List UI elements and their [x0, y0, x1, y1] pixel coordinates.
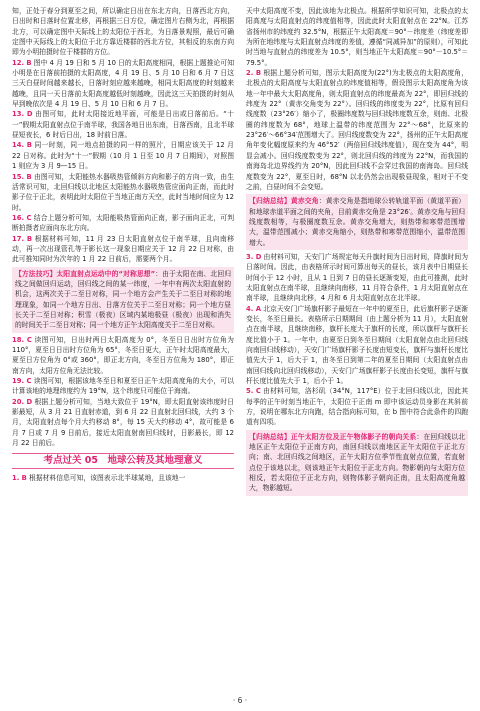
answer-17: 17. B 根据材料可知，11 月 23 日太阳直射点位于南半球，且向南移动，再一次出现管孔等于影长这一现象日期应关于 12 月 22 日对称，由此可推知同时为次年的 1 月 22 日前后，需要两个月。 [12, 234, 234, 264]
summary-tip-text-shadow: ：在回归线以北地区正午太阳位于正南方向，南回归线以南地区正午太阳位于正北方向；南、北回归线之间地区，正午太阳方位季节性直射点位置，若直射点位于该地以北，则该地正午太阳位于正北方向。物影朝向与太阳方位相反，若太阳位于正北方向，则物体影子朝向正南，且太阳高度角越大，物影越短。 [249, 432, 466, 493]
paragraph-continued: 知，正处于春分到夏至之间，所以确定日出在东北方向，日落西北方向，日出时和日落时位置北移，再根据三日方位，确定图片右侧为北，再根据北方，可以确定图中天际线上的太阳位于西北，为日落景观照，最后可确定图中天际线上的太阳位于北方靠近楼群的西北方位，其相反的东南方向即为小明拍摄时位于楼群的方位。 [12, 7, 234, 57]
answer-5-label: 5. C [246, 387, 261, 396]
answer-3-label: 3. D [246, 252, 262, 261]
answer-12: 12. B 图中 4 月 19 日和 5 月 10 日的太阳高度相同，根据上题推论可知小明是在日落前拍摄的太阳高度，4 月 19 日、5 月 10 日和 6 月 7 日这三天白昼时间越来越长，日落时刻应越来越晚，相同太阳高度的时刻越来越晚，且同一天日落前太阳高度越低时刻越晚，因此这三天拍摄的时刻从早到晚依次是 4 月 19 日、5 月 10 日和 6 月 7 日。 [12, 58, 234, 109]
answer-2-label: 2. B [246, 69, 261, 78]
answer-20: 20. D 根据上题分析可知，当地大致位于 19°N，即太阳直射该纬度时日影最短，从 3 月 21 日直射赤道，到 6 月 22 日直射北回归线，大约 3 个月，太阳直射点每个月大约移动 8°，每 15 天大约移动 4°，故可能是 6 月 7 日或 7 月 9 日前后，接近太阳直射南回归线时，日影最长，即 12 月 22 日前后。 [12, 397, 234, 448]
summary-tip-title-obliquity: 【归纳总结】黄赤交角 [249, 197, 319, 206]
answer-14-label: 14. B [12, 141, 32, 150]
answer-17-label: 17. B [12, 234, 33, 243]
method-tip-title: 【方法技巧】太阳直射点运动中的“对称思想” [15, 269, 156, 278]
answer-16-label: 16. C [12, 213, 32, 222]
answer-1-label: 1. B [12, 474, 27, 483]
answer-12-label: 12. B [12, 58, 32, 67]
answer-1-continued: 天中太阳高度不变，因此该地为北极点。根据所学知识可知，北极点的太阳高度与太阳直射点的纬度值相等，因此此时太阳直射点在 22°N。江苏省扬州市的纬度约 32.5°N，根据正午太阳高度＝90°－纬度差（纬度差即为所在地纬度与太阳直射点纬度的差值，遵循“同减异加”的原则），可知此时当地与直射点的纬度差为 10.5°，则当地正午太阳高度＝90°－10.5°＝79.5°。 [246, 7, 468, 67]
method-tip-box [12, 267, 234, 333]
right-column [246, 6, 468, 498]
summary-tip-box-obliquity [246, 194, 468, 250]
answer-15-label: 15. B [12, 172, 32, 181]
left-column [12, 6, 234, 484]
page-number: · 6 · [232, 696, 248, 705]
answer-20-label: 20. D [12, 397, 33, 406]
answer-5: 5. C 由材料可知，洛杉矶（34°N，117°E）位于北回归线以北，因此其每季的正午时刻当地正午，太阳位于正南 m 即中该运动员身影在其斜前方，说明在哪东北方向跑，结合指向标可知，在 b 图中符合此条件的四跑道有四项。 [246, 387, 468, 427]
summary-tip-text-obliquity: ：黄赤交角是指地球公转轨道平面（黄道平面）和地球赤道平面之间的夹角，目前黄赤交角是 23°26′。黄赤交角与回归线度数相等，与极圈度数互余。黄赤交角增大，则热带和寒带范围增大，温带范围减小；黄赤交角缩小，则热带和寒带范围缩小，温带范围增大。 [249, 197, 465, 247]
method-tip-text: ：由于太阳在南、北回归线之间做回归运动，回归线之间的某一纬度，一年中有两次太阳直射的机会，这两次关于二至日对称，同一个地方会产生关于二至日对称的地理现象，如同一个地方日出、日落方位关于二至日对称；同一个地方昼长关于二至日对称；积雪（极夜）区域内某地极昼（极夜）出现和消失的时间关于二至日对称；同一个地方正午太阳高度关于二至日对称。 [15, 269, 232, 330]
section-heading: 考点过关 05 地球公转及其地理意义 [12, 453, 234, 469]
answer-1: 1. B 根据材料信息可知，该图表示北半球某地，且该地一 [12, 474, 186, 483]
answer-16: 16. C 结合上题分析可知，太阳能吸热管面向正南，影子面向正北，可判断拍摄者应面向东北方向。 [12, 213, 234, 233]
answer-18: 18. C 读图可知，日出时两日太阳高度为 0°，冬至日日出时方位角为 110°，夏至日日出时方位角为 65°，冬至日更大，正午时太阳高度最大，夏至日方位角为 0°或 360°，即正北方向，冬至日方位角为 180°，即正南方向，太阳方位角无法比较。 [12, 335, 234, 375]
answer-4-label: 4. A [246, 304, 261, 313]
answer-19: 19. C 读图可知，根据该地冬至日和夏至日正午太阳高度角的大小，可以计算该地的地理纬度约为 19°N，这个纬度只可能位于海南。 [12, 377, 234, 396]
answer-13: 13. D 由图可知，此时太阳接近地平面，可能是日出或日落前后。“十一”假期太阳直射点位于南半球，我国各地日出东南，日落西南，且北半球昼短夜长，6 时后日出，18 时前日落。 [12, 110, 234, 140]
summary-tip-box-shadow [246, 430, 468, 496]
answer-15: 15. B 由图可知，太阳能热水器吸热管倾斜方向和影子的方向一致，由生活常识可知，北回归线以北地区太阳能热水器吸热管应面向正南，而此时影子位于正北，表明此时太阳位于当地正南方天空，此时当地时间应为 12 时。 [12, 172, 234, 212]
answer-13-label: 13. D [12, 110, 33, 119]
answer-14: 14. B 同一时刻，同一地点拍摄的同一样的照片，日期应该关于 12 月 22 日对称。此时为“十一”假期（10 月 1 日至 10 月 7 日期间），对照图 1 则应为 3 月 9—15 日。 [12, 141, 234, 171]
answer-2: 2. B 根据上题分析可知，图示太阳高度为(22°)为北极点的太阳高度角，北极点的太阳高度与太阳直射点的纬度值相等，假设图示太阳高度角为该地一年中最大太阳高度角，则太阳直射点的纬度最高为 22°，即回归线的纬度为 22°（黄赤交角变为 22°）。回归线的纬度变为 22°，比原有回归线度数（23°26′）缩小了，极圈纬度数与回归线纬度数互余，则南、北极圈的纬度数为 68°，地球上温带的纬度范围为 22°～68°，比原来的 23°26′～66°34′范围增大了。回归线度数变为 22°，扬州的正午太阳高度角年变化幅度原来约为 46°52′（两倍回归线纬度值），现在变为 44°，明显会减小。回归线度数变为 22°，则北回归线的纬度为 22°N，而我国的南海岛北边界线约为 20°N，因此回归线不会穿过我国的南海岛。回归线度数变为 22°，夏至日时，68°N 以北仍然会出现极昼现象，相对于不变之前，白昼时间不会变短。 [246, 69, 468, 191]
answer-18-label: 18. C [12, 335, 32, 344]
summary-tip-title-shadow: 【归纳总结】正午太阳方位及正午物体影子的朝向关系 [249, 432, 417, 441]
answer-3: 3. D 由材料可知，天安门广场规定每天升旗时间为日出时间，降旗时间为日落时间。因此，由表格所示时间可算出每天的昼长，该月表中日期昼长时间小于 12 小时，且从 1 日到 7 日的昼长逐渐变短，由此可推测，此时太阳直射点在南半球，且继续向南移，11 月符合条件，1 月太阳直射点在南半球，且继续向北移，4 月和 6 月太阳直射点在北半球。 [246, 252, 468, 303]
answer-4: 4. A 北京天安门广场旗杆影子最短在一年中的夏至日，此后旗杆影子逐渐变长，冬至日最长。表格所示日期期间（由上题分析为 11 月），太阳直射点在南半球，且继续南移，旗杆长度大于旗杆的长度，所以旗杆与旗杆长度比值小于 1。一年中，由夏至日到冬至日期间（太阳直射点由北回归线向南回归线移动），天安门广场旗杆影子长度由短变长，旗杆与旗杆长度比值先大于 1，后大于 1，由冬至日到第二年的夏至日期间（太阳直射点由南回归线向北回归线移动），天安门广场旗杆影子长度由长变短，旗杆与旗杆长度比值先大于 1，后小于 1。 [246, 304, 468, 386]
answer-19-label: 19. C [12, 377, 32, 386]
